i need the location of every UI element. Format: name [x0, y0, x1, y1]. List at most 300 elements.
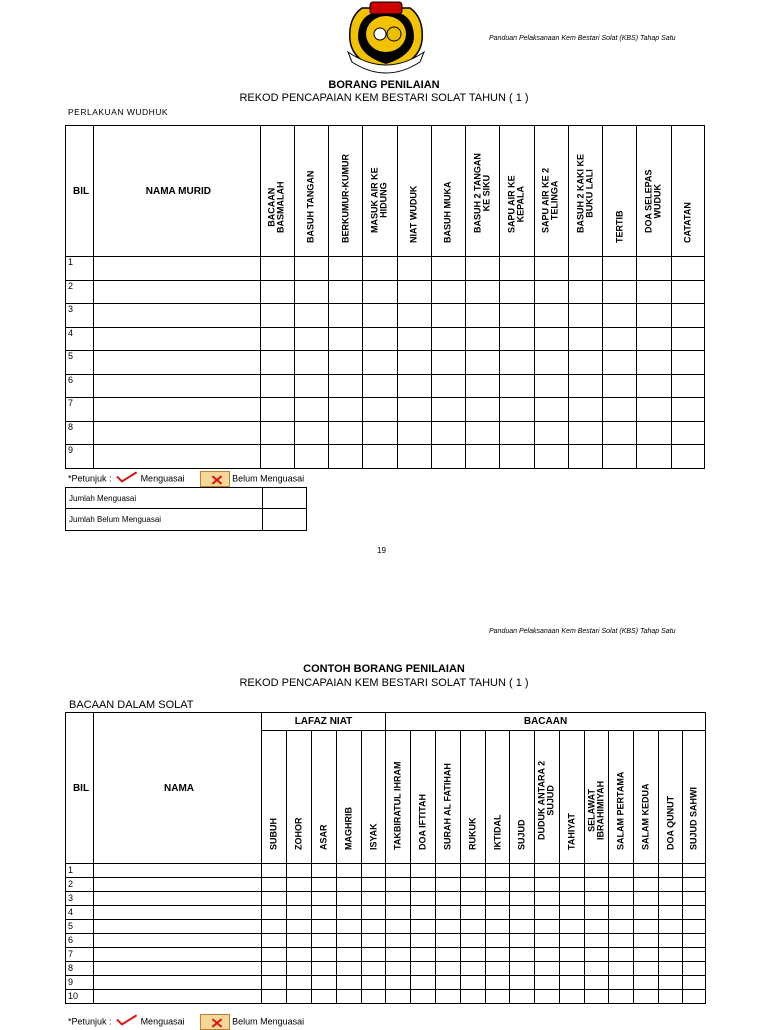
- assessment-cell[interactable]: [500, 327, 534, 351]
- assessment-cell[interactable]: [466, 398, 500, 422]
- assessment-cell[interactable]: [560, 864, 585, 878]
- assessment-cell[interactable]: [659, 962, 683, 976]
- assessment-cell[interactable]: [329, 304, 363, 328]
- assessment-cell[interactable]: [609, 878, 634, 892]
- assessment-cell[interactable]: [609, 934, 634, 948]
- assessment-cell[interactable]: [431, 327, 465, 351]
- student-name-cell[interactable]: [94, 990, 262, 1004]
- assessment-cell[interactable]: [287, 934, 312, 948]
- assessment-cell[interactable]: [659, 878, 683, 892]
- assessment-cell[interactable]: [337, 976, 362, 990]
- assessment-cell[interactable]: [671, 327, 704, 351]
- assessment-cell[interactable]: [411, 990, 436, 1004]
- assessment-cell[interactable]: [362, 920, 386, 934]
- assessment-cell[interactable]: [585, 920, 609, 934]
- assessment-cell[interactable]: [534, 398, 568, 422]
- assessment-cell[interactable]: [329, 351, 363, 375]
- student-name-cell[interactable]: [94, 878, 262, 892]
- assessment-cell[interactable]: [609, 892, 634, 906]
- assessment-cell[interactable]: [461, 920, 486, 934]
- assessment-cell[interactable]: [510, 948, 535, 962]
- assessment-cell[interactable]: [262, 976, 287, 990]
- assessment-cell[interactable]: [560, 892, 585, 906]
- summary-menguasai-value[interactable]: [263, 488, 307, 509]
- assessment-cell[interactable]: [568, 257, 602, 281]
- assessment-cell[interactable]: [337, 864, 362, 878]
- assessment-cell[interactable]: [466, 351, 500, 375]
- assessment-cell[interactable]: [603, 304, 637, 328]
- assessment-cell[interactable]: [585, 934, 609, 948]
- assessment-cell[interactable]: [386, 920, 411, 934]
- assessment-cell[interactable]: [287, 878, 312, 892]
- assessment-cell[interactable]: [287, 962, 312, 976]
- assessment-cell[interactable]: [461, 864, 486, 878]
- assessment-cell[interactable]: [603, 421, 637, 445]
- assessment-cell[interactable]: [294, 445, 328, 469]
- assessment-cell[interactable]: [634, 948, 659, 962]
- assessment-cell[interactable]: [510, 892, 535, 906]
- assessment-cell[interactable]: [637, 327, 671, 351]
- assessment-cell[interactable]: [386, 906, 411, 920]
- assessment-cell[interactable]: [560, 920, 585, 934]
- assessment-cell[interactable]: [671, 445, 704, 469]
- assessment-cell[interactable]: [431, 351, 465, 375]
- assessment-cell[interactable]: [362, 878, 386, 892]
- assessment-cell[interactable]: [683, 962, 706, 976]
- assessment-cell[interactable]: [436, 892, 461, 906]
- assessment-cell[interactable]: [535, 892, 560, 906]
- assessment-cell[interactable]: [534, 257, 568, 281]
- assessment-cell[interactable]: [637, 398, 671, 422]
- student-name-cell[interactable]: [94, 280, 260, 304]
- assessment-cell[interactable]: [362, 962, 386, 976]
- assessment-cell[interactable]: [411, 906, 436, 920]
- assessment-cell[interactable]: [262, 906, 287, 920]
- assessment-cell[interactable]: [560, 934, 585, 948]
- assessment-cell[interactable]: [585, 864, 609, 878]
- assessment-cell[interactable]: [534, 351, 568, 375]
- assessment-cell[interactable]: [585, 878, 609, 892]
- assessment-cell[interactable]: [637, 304, 671, 328]
- student-name-cell[interactable]: [94, 976, 262, 990]
- assessment-cell[interactable]: [363, 421, 397, 445]
- student-name-cell[interactable]: [94, 374, 260, 398]
- assessment-cell[interactable]: [363, 257, 397, 281]
- assessment-cell[interactable]: [294, 398, 328, 422]
- assessment-cell[interactable]: [262, 892, 287, 906]
- assessment-cell[interactable]: [329, 398, 363, 422]
- assessment-cell[interactable]: [534, 445, 568, 469]
- assessment-cell[interactable]: [603, 398, 637, 422]
- assessment-cell[interactable]: [500, 445, 534, 469]
- assessment-cell[interactable]: [312, 976, 337, 990]
- assessment-cell[interactable]: [500, 351, 534, 375]
- assessment-cell[interactable]: [362, 892, 386, 906]
- assessment-cell[interactable]: [386, 948, 411, 962]
- assessment-cell[interactable]: [634, 976, 659, 990]
- student-name-cell[interactable]: [94, 327, 260, 351]
- assessment-cell[interactable]: [486, 934, 510, 948]
- assessment-cell[interactable]: [535, 934, 560, 948]
- assessment-cell[interactable]: [260, 421, 294, 445]
- assessment-cell[interactable]: [312, 906, 337, 920]
- assessment-cell[interactable]: [486, 948, 510, 962]
- assessment-cell[interactable]: [585, 976, 609, 990]
- assessment-cell[interactable]: [312, 920, 337, 934]
- assessment-cell[interactable]: [397, 374, 431, 398]
- assessment-cell[interactable]: [363, 445, 397, 469]
- assessment-cell[interactable]: [312, 962, 337, 976]
- assessment-cell[interactable]: [500, 304, 534, 328]
- assessment-cell[interactable]: [411, 934, 436, 948]
- assessment-cell[interactable]: [609, 976, 634, 990]
- student-name-cell[interactable]: [94, 920, 262, 934]
- assessment-cell[interactable]: [603, 257, 637, 281]
- assessment-cell[interactable]: [337, 962, 362, 976]
- assessment-cell[interactable]: [659, 906, 683, 920]
- assessment-cell[interactable]: [260, 398, 294, 422]
- assessment-cell[interactable]: [585, 906, 609, 920]
- assessment-cell[interactable]: [671, 304, 704, 328]
- assessment-cell[interactable]: [568, 374, 602, 398]
- assessment-cell[interactable]: [461, 906, 486, 920]
- assessment-cell[interactable]: [568, 398, 602, 422]
- assessment-cell[interactable]: [486, 892, 510, 906]
- assessment-cell[interactable]: [363, 304, 397, 328]
- assessment-cell[interactable]: [500, 257, 534, 281]
- assessment-cell[interactable]: [362, 864, 386, 878]
- student-name-cell[interactable]: [94, 304, 260, 328]
- student-name-cell[interactable]: [94, 864, 262, 878]
- assessment-cell[interactable]: [510, 920, 535, 934]
- assessment-cell[interactable]: [535, 962, 560, 976]
- assessment-cell[interactable]: [260, 257, 294, 281]
- assessment-cell[interactable]: [585, 948, 609, 962]
- assessment-cell[interactable]: [585, 990, 609, 1004]
- assessment-cell[interactable]: [397, 327, 431, 351]
- assessment-cell[interactable]: [534, 421, 568, 445]
- assessment-cell[interactable]: [637, 257, 671, 281]
- assessment-cell[interactable]: [363, 327, 397, 351]
- assessment-cell[interactable]: [510, 976, 535, 990]
- student-name-cell[interactable]: [94, 421, 260, 445]
- assessment-cell[interactable]: [568, 445, 602, 469]
- assessment-cell[interactable]: [287, 906, 312, 920]
- assessment-cell[interactable]: [262, 920, 287, 934]
- assessment-cell[interactable]: [510, 962, 535, 976]
- assessment-cell[interactable]: [461, 892, 486, 906]
- assessment-cell[interactable]: [683, 878, 706, 892]
- assessment-cell[interactable]: [585, 962, 609, 976]
- assessment-cell[interactable]: [634, 990, 659, 1004]
- assessment-cell[interactable]: [461, 990, 486, 1004]
- assessment-cell[interactable]: [294, 304, 328, 328]
- assessment-cell[interactable]: [312, 934, 337, 948]
- student-name-cell[interactable]: [94, 257, 260, 281]
- assessment-cell[interactable]: [397, 421, 431, 445]
- assessment-cell[interactable]: [510, 906, 535, 920]
- assessment-cell[interactable]: [603, 445, 637, 469]
- assessment-cell[interactable]: [637, 421, 671, 445]
- assessment-cell[interactable]: [671, 398, 704, 422]
- assessment-cell[interactable]: [568, 421, 602, 445]
- assessment-cell[interactable]: [436, 878, 461, 892]
- assessment-cell[interactable]: [287, 892, 312, 906]
- assessment-cell[interactable]: [683, 976, 706, 990]
- assessment-cell[interactable]: [411, 962, 436, 976]
- assessment-cell[interactable]: [260, 374, 294, 398]
- assessment-cell[interactable]: [362, 934, 386, 948]
- assessment-cell[interactable]: [609, 906, 634, 920]
- assessment-cell[interactable]: [337, 934, 362, 948]
- assessment-cell[interactable]: [436, 864, 461, 878]
- student-name-cell[interactable]: [94, 445, 260, 469]
- assessment-cell[interactable]: [386, 990, 411, 1004]
- assessment-cell[interactable]: [287, 976, 312, 990]
- assessment-cell[interactable]: [683, 920, 706, 934]
- assessment-cell[interactable]: [363, 398, 397, 422]
- assessment-cell[interactable]: [262, 878, 287, 892]
- assessment-cell[interactable]: [362, 906, 386, 920]
- assessment-cell[interactable]: [337, 878, 362, 892]
- assessment-cell[interactable]: [260, 327, 294, 351]
- student-name-cell[interactable]: [94, 906, 262, 920]
- assessment-cell[interactable]: [461, 878, 486, 892]
- assessment-cell[interactable]: [603, 374, 637, 398]
- assessment-cell[interactable]: [683, 948, 706, 962]
- assessment-cell[interactable]: [637, 374, 671, 398]
- student-name-cell[interactable]: [94, 892, 262, 906]
- assessment-cell[interactable]: [535, 948, 560, 962]
- assessment-cell[interactable]: [486, 976, 510, 990]
- assessment-cell[interactable]: [411, 864, 436, 878]
- assessment-cell[interactable]: [329, 327, 363, 351]
- assessment-cell[interactable]: [683, 892, 706, 906]
- assessment-cell[interactable]: [337, 948, 362, 962]
- assessment-cell[interactable]: [466, 327, 500, 351]
- assessment-cell[interactable]: [510, 990, 535, 1004]
- assessment-cell[interactable]: [510, 934, 535, 948]
- assessment-cell[interactable]: [486, 906, 510, 920]
- assessment-cell[interactable]: [560, 906, 585, 920]
- student-name-cell[interactable]: [94, 948, 262, 962]
- assessment-cell[interactable]: [634, 962, 659, 976]
- assessment-cell[interactable]: [337, 906, 362, 920]
- assessment-cell[interactable]: [262, 962, 287, 976]
- assessment-cell[interactable]: [534, 374, 568, 398]
- assessment-cell[interactable]: [568, 280, 602, 304]
- assessment-cell[interactable]: [486, 962, 510, 976]
- assessment-cell[interactable]: [329, 445, 363, 469]
- assessment-cell[interactable]: [329, 280, 363, 304]
- assessment-cell[interactable]: [603, 351, 637, 375]
- assessment-cell[interactable]: [397, 304, 431, 328]
- assessment-cell[interactable]: [337, 920, 362, 934]
- assessment-cell[interactable]: [609, 864, 634, 878]
- assessment-cell[interactable]: [671, 421, 704, 445]
- assessment-cell[interactable]: [262, 948, 287, 962]
- assessment-cell[interactable]: [500, 398, 534, 422]
- assessment-cell[interactable]: [659, 934, 683, 948]
- assessment-cell[interactable]: [436, 920, 461, 934]
- assessment-cell[interactable]: [262, 934, 287, 948]
- assessment-cell[interactable]: [585, 892, 609, 906]
- assessment-cell[interactable]: [609, 948, 634, 962]
- assessment-cell[interactable]: [634, 878, 659, 892]
- assessment-cell[interactable]: [510, 864, 535, 878]
- assessment-cell[interactable]: [486, 864, 510, 878]
- assessment-cell[interactable]: [431, 304, 465, 328]
- assessment-cell[interactable]: [431, 398, 465, 422]
- assessment-cell[interactable]: [436, 990, 461, 1004]
- assessment-cell[interactable]: [386, 962, 411, 976]
- assessment-cell[interactable]: [568, 351, 602, 375]
- assessment-cell[interactable]: [362, 976, 386, 990]
- assessment-cell[interactable]: [500, 421, 534, 445]
- assessment-cell[interactable]: [461, 934, 486, 948]
- assessment-cell[interactable]: [287, 990, 312, 1004]
- assessment-cell[interactable]: [568, 304, 602, 328]
- assessment-cell[interactable]: [534, 304, 568, 328]
- assessment-cell[interactable]: [535, 990, 560, 1004]
- assessment-cell[interactable]: [659, 920, 683, 934]
- assessment-cell[interactable]: [363, 351, 397, 375]
- assessment-cell[interactable]: [609, 962, 634, 976]
- assessment-cell[interactable]: [260, 304, 294, 328]
- assessment-cell[interactable]: [659, 864, 683, 878]
- assessment-cell[interactable]: [560, 962, 585, 976]
- assessment-cell[interactable]: [466, 421, 500, 445]
- summary-belum-value[interactable]: [263, 509, 307, 531]
- assessment-cell[interactable]: [312, 878, 337, 892]
- assessment-cell[interactable]: [436, 948, 461, 962]
- assessment-cell[interactable]: [411, 892, 436, 906]
- assessment-cell[interactable]: [560, 948, 585, 962]
- assessment-cell[interactable]: [671, 280, 704, 304]
- assessment-cell[interactable]: [659, 990, 683, 1004]
- assessment-cell[interactable]: [534, 327, 568, 351]
- assessment-cell[interactable]: [312, 864, 337, 878]
- assessment-cell[interactable]: [466, 304, 500, 328]
- assessment-cell[interactable]: [560, 878, 585, 892]
- assessment-cell[interactable]: [397, 257, 431, 281]
- assessment-cell[interactable]: [535, 906, 560, 920]
- assessment-cell[interactable]: [535, 864, 560, 878]
- assessment-cell[interactable]: [329, 257, 363, 281]
- assessment-cell[interactable]: [386, 878, 411, 892]
- assessment-cell[interactable]: [386, 892, 411, 906]
- assessment-cell[interactable]: [671, 257, 704, 281]
- assessment-cell[interactable]: [500, 374, 534, 398]
- assessment-cell[interactable]: [486, 920, 510, 934]
- assessment-cell[interactable]: [431, 445, 465, 469]
- assessment-cell[interactable]: [411, 920, 436, 934]
- assessment-cell[interactable]: [397, 351, 431, 375]
- assessment-cell[interactable]: [363, 374, 397, 398]
- assessment-cell[interactable]: [294, 327, 328, 351]
- assessment-cell[interactable]: [461, 948, 486, 962]
- assessment-cell[interactable]: [294, 421, 328, 445]
- assessment-cell[interactable]: [386, 864, 411, 878]
- student-name-cell[interactable]: [94, 398, 260, 422]
- assessment-cell[interactable]: [436, 906, 461, 920]
- assessment-cell[interactable]: [436, 962, 461, 976]
- assessment-cell[interactable]: [436, 934, 461, 948]
- assessment-cell[interactable]: [683, 906, 706, 920]
- assessment-cell[interactable]: [609, 920, 634, 934]
- assessment-cell[interactable]: [312, 892, 337, 906]
- assessment-cell[interactable]: [411, 878, 436, 892]
- assessment-cell[interactable]: [363, 280, 397, 304]
- assessment-cell[interactable]: [634, 892, 659, 906]
- assessment-cell[interactable]: [362, 990, 386, 1004]
- assessment-cell[interactable]: [560, 990, 585, 1004]
- assessment-cell[interactable]: [671, 374, 704, 398]
- assessment-cell[interactable]: [466, 445, 500, 469]
- assessment-cell[interactable]: [634, 906, 659, 920]
- assessment-cell[interactable]: [431, 280, 465, 304]
- assessment-cell[interactable]: [262, 990, 287, 1004]
- assessment-cell[interactable]: [637, 445, 671, 469]
- assessment-cell[interactable]: [294, 257, 328, 281]
- assessment-cell[interactable]: [386, 934, 411, 948]
- assessment-cell[interactable]: [397, 445, 431, 469]
- assessment-cell[interactable]: [659, 892, 683, 906]
- assessment-cell[interactable]: [560, 976, 585, 990]
- assessment-cell[interactable]: [609, 990, 634, 1004]
- assessment-cell[interactable]: [329, 421, 363, 445]
- assessment-cell[interactable]: [312, 990, 337, 1004]
- assessment-cell[interactable]: [637, 280, 671, 304]
- assessment-cell[interactable]: [431, 374, 465, 398]
- assessment-cell[interactable]: [461, 976, 486, 990]
- assessment-cell[interactable]: [287, 948, 312, 962]
- assessment-cell[interactable]: [411, 948, 436, 962]
- assessment-cell[interactable]: [262, 864, 287, 878]
- assessment-cell[interactable]: [431, 421, 465, 445]
- assessment-cell[interactable]: [568, 327, 602, 351]
- assessment-cell[interactable]: [461, 962, 486, 976]
- assessment-cell[interactable]: [603, 327, 637, 351]
- assessment-cell[interactable]: [634, 864, 659, 878]
- assessment-cell[interactable]: [260, 351, 294, 375]
- assessment-cell[interactable]: [411, 976, 436, 990]
- assessment-cell[interactable]: [637, 351, 671, 375]
- assessment-cell[interactable]: [466, 280, 500, 304]
- assessment-cell[interactable]: [671, 351, 704, 375]
- assessment-cell[interactable]: [466, 374, 500, 398]
- assessment-cell[interactable]: [535, 920, 560, 934]
- assessment-cell[interactable]: [659, 948, 683, 962]
- assessment-cell[interactable]: [386, 976, 411, 990]
- assessment-cell[interactable]: [603, 280, 637, 304]
- assessment-cell[interactable]: [312, 948, 337, 962]
- assessment-cell[interactable]: [535, 878, 560, 892]
- assessment-cell[interactable]: [337, 990, 362, 1004]
- assessment-cell[interactable]: [500, 280, 534, 304]
- assessment-cell[interactable]: [397, 280, 431, 304]
- assessment-cell[interactable]: [397, 398, 431, 422]
- assessment-cell[interactable]: [260, 280, 294, 304]
- assessment-cell[interactable]: [436, 976, 461, 990]
- assessment-cell[interactable]: [683, 864, 706, 878]
- assessment-cell[interactable]: [329, 374, 363, 398]
- assessment-cell[interactable]: [510, 878, 535, 892]
- student-name-cell[interactable]: [94, 962, 262, 976]
- assessment-cell[interactable]: [287, 864, 312, 878]
- student-name-cell[interactable]: [94, 934, 262, 948]
- assessment-cell[interactable]: [486, 990, 510, 1004]
